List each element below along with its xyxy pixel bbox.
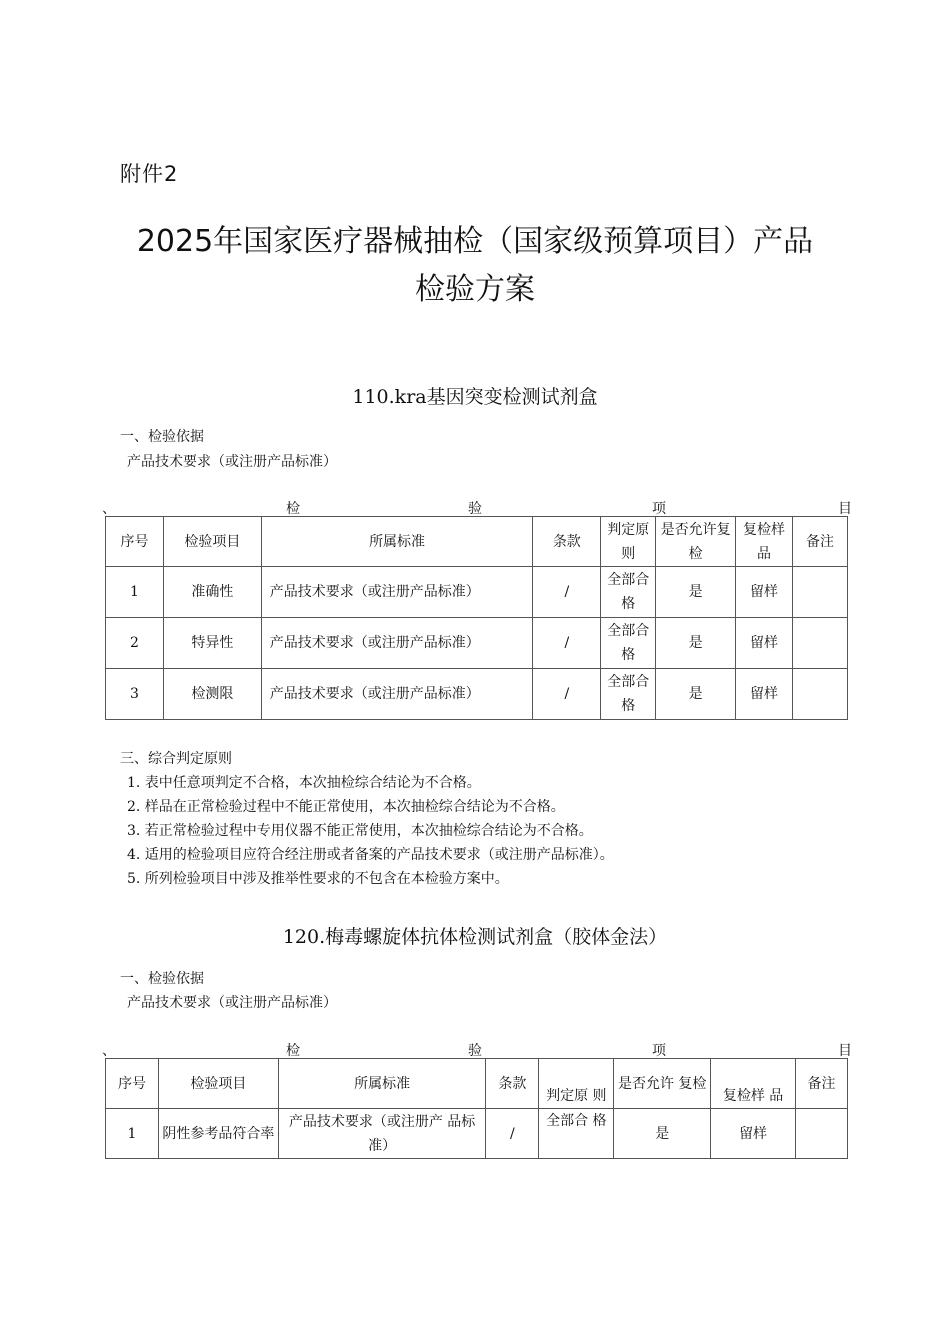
items-heading-char: 验 [468, 501, 482, 517]
header-cell: 所属标准 [278, 1059, 486, 1109]
items-heading-char: 、 [102, 1043, 116, 1059]
table-cell: 是 [656, 669, 736, 720]
table-cell: 检测限 [163, 669, 261, 720]
header-cell: 条款 [486, 1059, 539, 1109]
header-cell: 条款 [533, 517, 601, 567]
section-2-items-table [105, 1058, 848, 1159]
table-cell [793, 567, 848, 618]
rule-item: 4. 适用的检验项目应符合经注册或者备案的产品技术要求（或注册产品标准）。 [127, 847, 614, 863]
header-cell: 检验项目 [158, 1059, 278, 1109]
items-heading-char: 检 [286, 1043, 300, 1059]
table-cell: 2 [106, 618, 164, 669]
rule-item: 3. 若正常检验过程中专用仪器不能正常使用，本次抽检综合结论为不合格。 [127, 823, 593, 839]
table-cell: 全部合格 [601, 669, 656, 720]
header-cell: 复检样 品 [711, 1059, 796, 1109]
table-cell: / [533, 618, 601, 669]
table-cell: 产品技术要求（或注册产品标准） [261, 669, 533, 720]
items-heading-char: 项 [652, 1043, 666, 1059]
table-cell: 产品技术要求（或注册产 品标准） [278, 1109, 486, 1159]
section-1-basis-heading: 一、检验依据 [120, 429, 204, 445]
table-cell: / [486, 1109, 539, 1159]
section-1-items-table [105, 516, 848, 720]
items-heading-char: 项 [652, 501, 666, 517]
table-cell: 留样 [736, 618, 793, 669]
table-cell: 留样 [736, 567, 793, 618]
document-title-line2: 检验方案 [415, 272, 535, 307]
section-2-basis-heading: 一、检验依据 [120, 971, 204, 987]
document-title-line1: 2025年国家医疗器械抽检（国家级预算项目）产品 [136, 224, 814, 259]
table-cell: / [533, 567, 601, 618]
header-cell: 判定原则 [601, 517, 656, 567]
table-cell: 1 [106, 567, 164, 618]
table-cell [793, 669, 848, 720]
table-cell: 全部合 格 [539, 1109, 614, 1159]
items-heading-char: 目 [838, 1043, 852, 1059]
table-header-row [106, 1059, 848, 1109]
header-cell: 判定原 则 [539, 1059, 614, 1109]
header-cell: 序号 [106, 517, 164, 567]
table-cell: 产品技术要求（或注册产品标准） [261, 618, 533, 669]
section-1-title: 110.kra基因突变检测试剂盒 [352, 386, 598, 408]
header-cell: 复检样品 [736, 517, 793, 567]
section-1-items-heading [102, 498, 852, 518]
table-cell: 是 [656, 618, 736, 669]
table-cell: / [533, 669, 601, 720]
table-row [106, 567, 848, 618]
items-heading-char: 验 [468, 1043, 482, 1059]
table-cell: 留样 [736, 669, 793, 720]
header-cell: 所属标准 [261, 517, 533, 567]
header-cell: 备注 [796, 1059, 848, 1109]
table-cell: 3 [106, 669, 164, 720]
table-header-row [106, 517, 848, 567]
attachment-label: 附件2 [120, 162, 179, 186]
table-cell: 留样 [711, 1109, 796, 1159]
header-cell: 备注 [793, 517, 848, 567]
table-row [106, 669, 848, 720]
table-row [106, 618, 848, 669]
header-cell: 序号 [106, 1059, 159, 1109]
table-cell: 产品技术要求（或注册产品标准） [261, 567, 533, 618]
header-cell: 是否允许 复检 [614, 1059, 711, 1109]
table-cell [793, 618, 848, 669]
table-cell: 准确性 [163, 567, 261, 618]
table-cell: 特异性 [163, 618, 261, 669]
section-2-items-heading [102, 1040, 852, 1060]
table-cell [796, 1109, 848, 1159]
header-cell: 检验项目 [163, 517, 261, 567]
section-1-rules-list [127, 771, 614, 891]
table-row [106, 1109, 848, 1159]
section-1-basis-text: 产品技术要求（或注册产品标准） [127, 454, 337, 470]
header-cell: 是否允许复检 [656, 517, 736, 567]
table-cell: 是 [656, 567, 736, 618]
rule-item: 2. 样品在正常检验过程中不能正常使用，本次抽检综合结论为不合格。 [127, 799, 565, 815]
items-heading-char: 检 [286, 501, 300, 517]
rule-item: 1. 表中任意项判定不合格，本次抽检综合结论为不合格。 [127, 775, 481, 791]
table-cell: 全部合格 [601, 618, 656, 669]
items-heading-char: 目 [838, 501, 852, 517]
table-cell: 是 [614, 1109, 711, 1159]
section-1-rules-heading: 三、综合判定原则 [120, 751, 232, 767]
rule-item: 5. 所列检验项目中涉及推举性要求的不包含在本检验方案中。 [127, 871, 509, 887]
items-heading-char: 、 [102, 501, 116, 517]
section-2-basis-text: 产品技术要求（或注册产品标准） [127, 995, 337, 1011]
table-cell: 1 [106, 1109, 159, 1159]
section-2-title: 120.梅毒螺旋体抗体检测试剂盒（胶体金法） [282, 926, 668, 948]
table-cell: 全部合格 [601, 567, 656, 618]
table-cell: 阴性参考品符合率 [158, 1109, 278, 1159]
